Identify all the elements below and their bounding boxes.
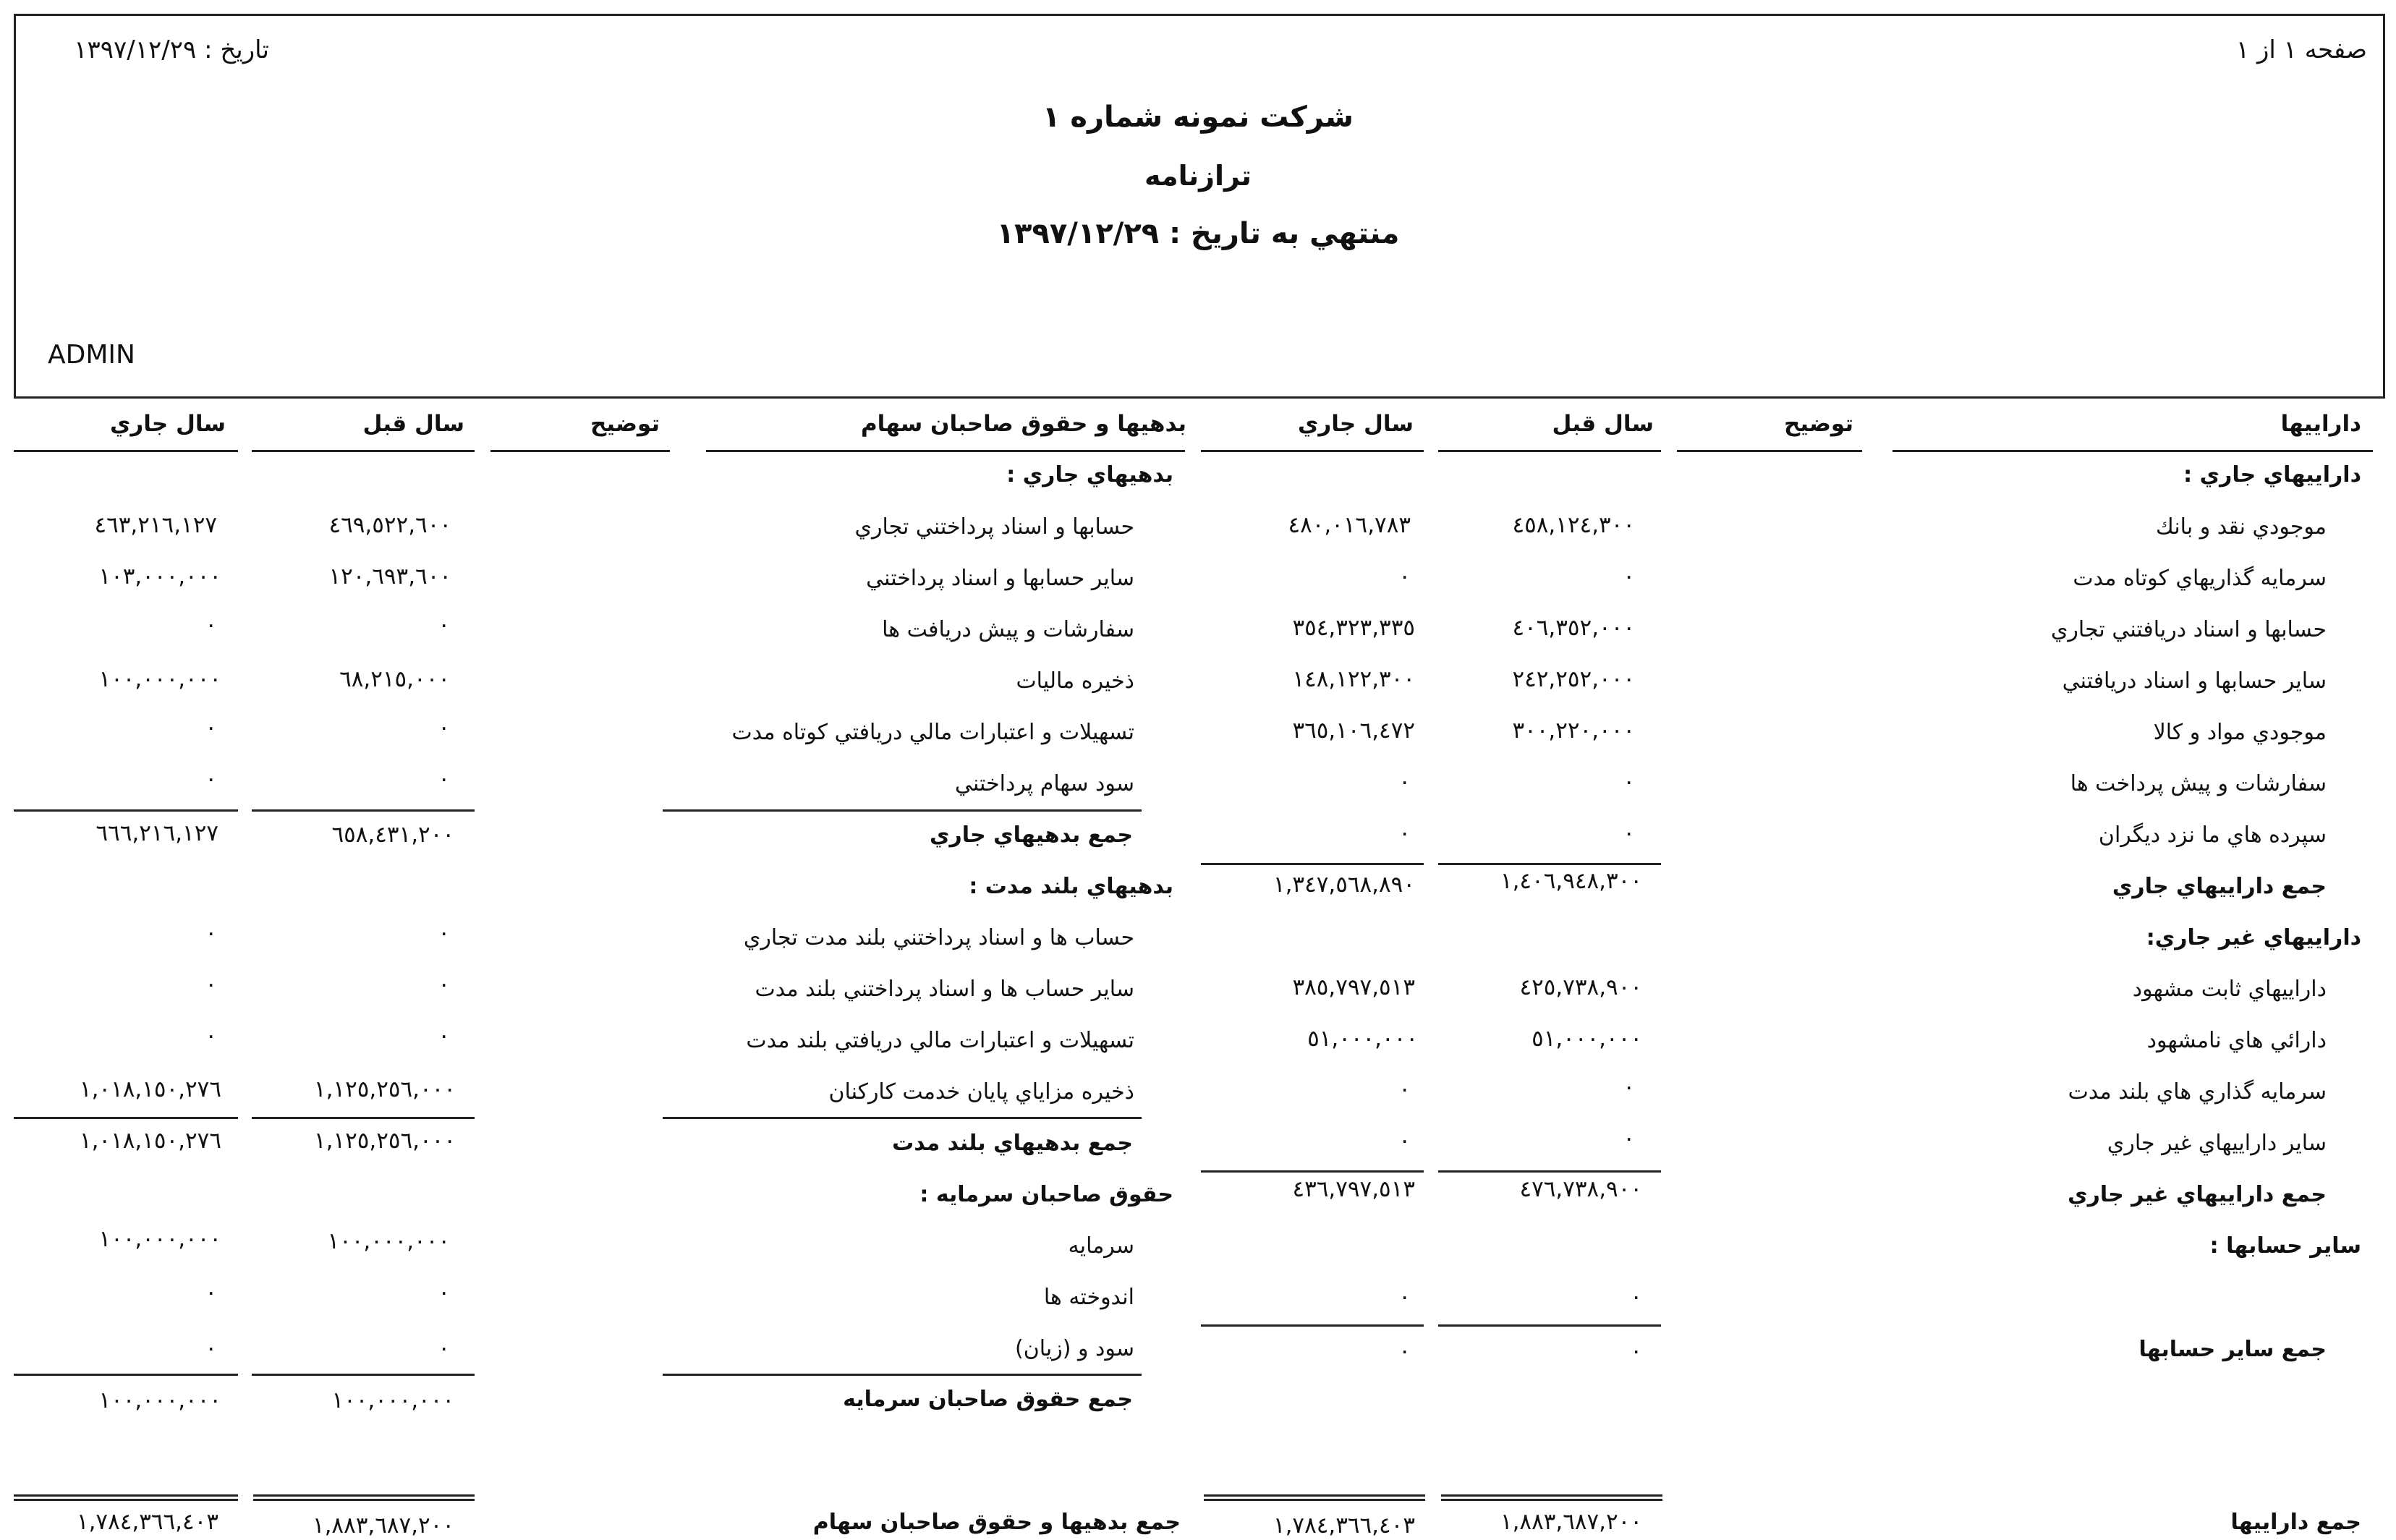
subtotal-rule	[1201, 1324, 1424, 1327]
asset-prev: ٠	[1623, 1126, 1635, 1152]
liab-subtotal-label: جمع حقوق صاحبان سرمايه	[843, 1387, 1133, 1412]
liab-curr: ٠	[205, 766, 217, 792]
asset-subtotal-curr: ١,٣٤٧,٥٦٨,٨٩٠	[1273, 872, 1415, 898]
subtotal-rule	[252, 1374, 475, 1376]
subtotal-rule	[1201, 863, 1424, 865]
col-assets-curr: سال جاري	[1297, 411, 1414, 437]
liab-label: ذخيره ماليات	[1016, 668, 1134, 694]
liab-grand-total-prev: ١,٨٨٣,٦٨٧,٢٠٠	[312, 1513, 454, 1539]
asset-label: ساير حسابها و اسناد دريافتني	[2062, 668, 2327, 694]
col-liab-desc: توضيح	[590, 411, 660, 437]
liab-equity-heading: حقوق صاحبان سرمايه :	[919, 1182, 1173, 1207]
liab-prev: ٠	[438, 612, 450, 638]
subtotal-rule	[252, 1117, 475, 1119]
asset-curr: ٣٥٤,٣٢٣,٣٣٥	[1292, 615, 1415, 641]
assets-current-heading: داراييهاي جاري :	[2183, 462, 2361, 488]
liab-prev: ١,١٢٥,٢٥٦,٠٠٠	[313, 1076, 456, 1102]
asset-label: داراييهاي ثابت مشهود	[2132, 977, 2327, 1002]
asset-curr: ٠	[1398, 563, 1411, 590]
liab-curr: ٠	[205, 1335, 217, 1361]
asset-subtotal-prev: ٤٧٦,٧٣٨,٩٠٠	[1519, 1176, 1642, 1202]
asset-subtotal-label: جمع داراييهاي جاري	[2112, 874, 2327, 899]
asset-curr: ٠	[1398, 1284, 1411, 1310]
liab-curr: ٠	[205, 1280, 217, 1306]
subtotal-rule	[14, 809, 238, 812]
liab-curr: ١,٠١٨,١٥٠,٢٧٦	[79, 1076, 221, 1102]
asset-prev: ٤٠٦,٣٥٢,٠٠٠	[1512, 615, 1635, 641]
liab-subtotal-curr: ٦٦٦,٢١٦,١٢٧	[95, 820, 218, 846]
liab-curr: ٠	[205, 715, 217, 741]
rule	[1201, 450, 1424, 452]
liab-prev: ٠	[438, 1280, 450, 1306]
col-liabilities: بدهيها و حقوق صاحبان سهام	[860, 411, 1186, 437]
subtotal-rule	[663, 1117, 1142, 1119]
asset-subtotal-prev: ١,٤٠٦,٩٤٨,٣٠٠	[1500, 868, 1642, 894]
liab-label: اندوخته ها	[1043, 1285, 1134, 1310]
subtotal-rule	[663, 1374, 1142, 1376]
asset-curr: ٣٦٥,١٠٦,٤٧٢	[1292, 718, 1415, 744]
liab-label: تسهيلات و اعتبارات مالي دريافتي بلند مدت	[746, 1028, 1134, 1053]
liab-curr: ١٠٠,٠٠٠,٠٠٠	[98, 666, 221, 692]
asset-subtotal-label: جمع ساير حسابها	[2138, 1337, 2327, 1362]
asset-prev: ٣٠٠,٢٢٠,٠٠٠	[1512, 718, 1635, 744]
subtotal-rule	[14, 1117, 238, 1119]
subtotal-rule	[14, 1374, 238, 1376]
subtotal-rule	[1438, 863, 1661, 865]
col-assets-desc: توضيح	[1783, 411, 1853, 437]
liab-label: سفارشات و پيش دريافت ها	[882, 617, 1134, 642]
liab-prev: ٦٨,٢١٥,٠٠٠	[339, 666, 450, 692]
liab-label: ذخيره مزاياي پايان خدمت كاركنان	[828, 1079, 1134, 1105]
asset-curr: ٥١,٠٠٠,٠٠٠	[1307, 1026, 1418, 1052]
liab-prev: ١٢٠,٦٩٣,٦٠٠	[328, 563, 451, 590]
asset-curr: ٠	[1398, 769, 1411, 795]
asset-prev: ٠	[1623, 769, 1635, 795]
liab-prev: ٠	[438, 1335, 450, 1361]
asset-curr: ٤٨٠,٠١٦,٧٨٣	[1288, 512, 1411, 538]
liab-subtotal-curr: ١,٠١٨,١٥٠,٢٧٦	[79, 1128, 221, 1154]
liab-label: سرمايه	[1068, 1233, 1134, 1259]
liab-subtotal-label: جمع بدهيهاي بلند مدت	[892, 1131, 1133, 1156]
asset-prev: ٥١,٠٠٠,٠٠٠	[1532, 1026, 1642, 1052]
assets-other-heading: ساير حسابها :	[2209, 1233, 2361, 1259]
subtotal-rule	[252, 809, 475, 812]
subtotal-rule	[1438, 1324, 1661, 1327]
liab-curr: ١٠٠,٠٠٠,٠٠٠	[98, 1226, 221, 1252]
liab-curr: ٠	[205, 971, 217, 997]
asset-label: ساير داراييهاي غير جاري	[2107, 1131, 2327, 1156]
report-title: ترازنامه	[1144, 160, 1252, 192]
liab-subtotal-label: جمع بدهيهاي جاري	[930, 822, 1133, 848]
rule	[490, 450, 670, 452]
liab-longterm-heading: بدهيهاي بلند مدت :	[969, 874, 1173, 899]
liab-label: حسابها و اسناد پرداختني تجاري	[854, 514, 1134, 540]
asset-label: دارائي هاي نامشهود	[2146, 1028, 2327, 1053]
assets-grand-total-prev: ١,٨٨٣,٦٨٧,٢٠٠	[1500, 1509, 1642, 1535]
subtotal-rule	[1438, 1170, 1661, 1173]
subtotal-rule	[663, 809, 1142, 812]
liab-subtotal-prev: ١,١٢٥,٢٥٦,٠٠٠	[313, 1128, 456, 1154]
liab-prev: ٠	[438, 1023, 450, 1049]
rule	[706, 450, 1185, 452]
asset-prev: ٢٤٢,٢٥٢,٠٠٠	[1512, 666, 1635, 692]
col-assets: داراييها	[2280, 411, 2361, 437]
liab-label: تسهيلات و اعتبارات مالي دريافتي كوتاه مدت	[731, 720, 1134, 745]
asset-prev: ٠	[1623, 1074, 1635, 1100]
asset-label: سپرده هاي ما نزد ديگران	[2098, 822, 2327, 848]
asset-label: موجودي مواد و كالا	[2153, 720, 2327, 745]
asset-label: موجودي نقد و بانك	[2156, 514, 2327, 540]
liab-label: سود و (زيان)	[1015, 1336, 1134, 1361]
asset-prev: ٤٢٥,٧٣٨,٩٠٠	[1519, 974, 1642, 1000]
asset-label: سرمايه گذاري هاي بلند مدت	[2068, 1079, 2327, 1105]
asset-prev: ٠	[1623, 563, 1635, 590]
page-number: صفحه ۱ از ۱	[2235, 35, 2367, 64]
report-header-box	[14, 14, 2385, 399]
asset-prev: ٠	[1623, 820, 1635, 846]
asset-prev: ٤٥٨,١٢٤,٣٠٠	[1512, 512, 1635, 538]
asset-curr: ١٤٨,١٢٢,٣٠٠	[1292, 666, 1415, 692]
rule	[14, 450, 238, 452]
asset-subtotal-curr: ٤٣٦,٧٩٧,٥١٣	[1292, 1176, 1415, 1202]
liab-curr: ٠	[205, 920, 217, 946]
liab-label: سود سهام پرداختني	[955, 771, 1134, 796]
rule	[1677, 450, 1862, 452]
assets-grand-total-label: جمع داراييها	[2230, 1510, 2361, 1535]
asset-subtotal-prev: ٠	[1630, 1338, 1642, 1364]
liab-grand-total-curr: ١,٧٨٤,٣٦٦,٤٠٣	[76, 1509, 218, 1535]
liab-curr: ٤٦٣,٢١٦,١٢٧	[94, 512, 217, 538]
liab-subtotal-curr: ١٠٠,٠٠٠,٠٠٠	[98, 1387, 221, 1413]
grand-total-rule	[1441, 1494, 1662, 1501]
col-liab-curr: سال جاري	[109, 411, 226, 437]
asset-curr: ٠	[1398, 1076, 1411, 1102]
asset-label: سرمايه گذاريهاي كوتاه مدت	[2073, 566, 2327, 591]
liab-subtotal-prev: ١٠٠,٠٠٠,٠٠٠	[331, 1387, 454, 1413]
liab-prev: ٤٦٩,٥٢٢,٦٠٠	[328, 512, 451, 538]
assets-grand-total-curr: ١,٧٨٤,٣٦٦,٤٠٣	[1273, 1513, 1415, 1539]
liab-prev: ٠	[438, 766, 450, 792]
rule	[252, 450, 475, 452]
liab-prev: ٠	[438, 920, 450, 946]
subtotal-rule	[1201, 1170, 1424, 1173]
liab-prev: ١٠٠,٠٠٠,٠٠٠	[327, 1228, 450, 1254]
assets-noncurrent-heading: داراييهاي غير جاري:	[2146, 925, 2361, 950]
asset-subtotal-label: جمع داراييهاي غير جاري	[2068, 1182, 2327, 1207]
liab-curr: ١٠٣,٠٠٠,٠٠٠	[98, 563, 221, 590]
liab-subtotal-prev: ٦٥٨,٤٣١,٢٠٠	[331, 822, 454, 848]
liab-current-heading: بدهيهاي جاري :	[1006, 462, 1173, 488]
report-date: تاريخ : ۱۳۹۷/۱۲/۲۹	[74, 35, 269, 64]
asset-curr: ٠	[1398, 1128, 1411, 1154]
liab-label: ساير حساب ها و اسناد پرداختني بلند مدت	[755, 977, 1134, 1002]
asset-curr: ٣٨٥,٧٩٧,٥١٣	[1292, 974, 1415, 1000]
user-name: ADMIN	[48, 340, 135, 370]
liab-prev: ٠	[438, 971, 450, 997]
grand-total-rule	[253, 1494, 475, 1501]
liab-label: حساب ها و اسناد پرداختني بلند مدت تجاري	[743, 925, 1134, 950]
rule	[1892, 450, 2373, 452]
liab-curr: ٠	[205, 1023, 217, 1049]
asset-label: سفارشات و پيش پرداخت ها	[2070, 771, 2327, 796]
col-liab-prev: سال قبل	[362, 411, 464, 437]
rule	[1438, 450, 1661, 452]
asset-subtotal-curr: ٠	[1398, 1338, 1411, 1364]
company-name: شركت نمونه شماره ۱	[1042, 101, 1354, 134]
liab-label: ساير حسابها و اسناد پرداختني	[866, 566, 1134, 591]
report-period: منتهي به تاريخ : ۱۳۹۷/۱۲/۲۹	[996, 217, 1400, 250]
col-assets-prev: سال قبل	[1552, 411, 1654, 437]
grand-total-rule	[1204, 1494, 1425, 1501]
asset-prev: ٠	[1630, 1284, 1642, 1310]
liab-curr: ٠	[205, 612, 217, 638]
grand-total-rule	[14, 1494, 238, 1501]
asset-curr: ٠	[1398, 820, 1411, 846]
liab-grand-total-label: جمع بدهيها و حقوق صاحبان سهام	[812, 1510, 1181, 1535]
asset-label: حسابها و اسناد دريافتني تجاري	[2050, 617, 2327, 642]
liab-prev: ٠	[438, 715, 450, 741]
